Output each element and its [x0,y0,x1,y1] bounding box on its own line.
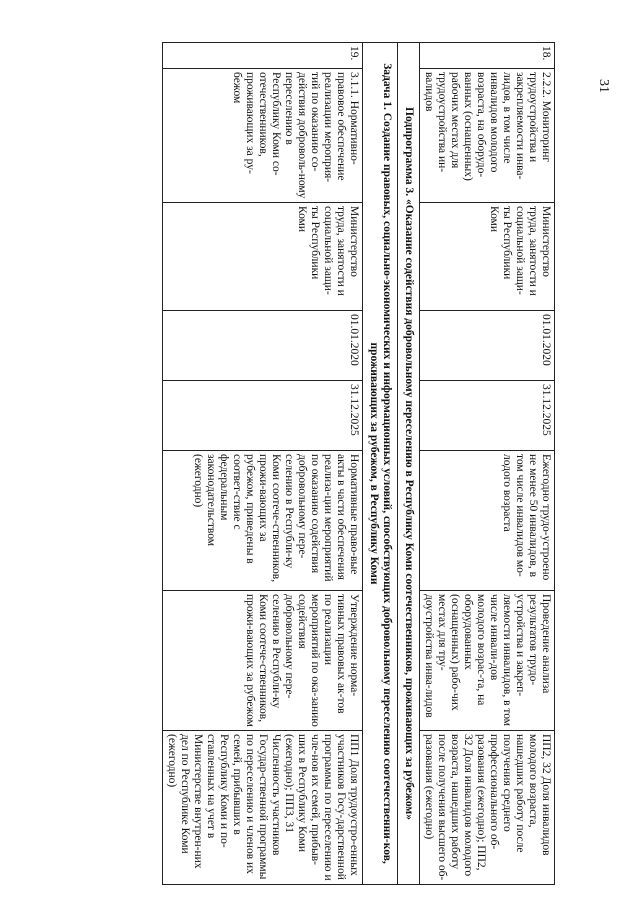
indicators: ПП2, 32 Доля инвалидов молодого возраста, нашедших работу после получения среднего профессионального об-разования (ежегодно); ПП2, 32 Доля инвалидов молодого возраста, нашедших работу после получения высшего об-разования (ежегодно) [420,731,555,885]
measure-name: 3.1.1. Нормативно-правовое обеспечение реализации мероприя-тий по оказанию со-действия доброволь-ному переселению в Республику Коми со-отечественников, проживающих за ру-бежом [163,69,363,203]
page-number: 31 [596,79,611,93]
table-row [163,43,363,885]
executor: Министерство труда, занятости и социальной защи-ты Республики Коми [420,203,555,311]
subprogram-row [398,43,420,885]
task-header: Задача 1. Создание правовых, социально-экономических и информационных условий, способствующих добровольному переселению соотечественни-ков, проживающих за рубежом, в Республику Коми [363,43,398,885]
task-row [363,43,398,885]
end-date: 31.12.2025 [163,381,363,451]
indicators: ПП1 Доля трудоустро-енных участников Госу-дарственной программы по переселению и чле-нов их семей, прибыв-ших в Республику Коми (ежегодно); ПП3, 31 Численность участников Государ-ственной программы по переселению и членов их семей, прибывших в Республику Коми и по-ставленных на учет в Министерстве внутрен-них дел по Республике Коми (ежегодно) [163,731,363,885]
row-number: 18. [420,43,555,69]
control-event: Проведение анализа результатов трудо-устройства и закреп-ляемости инвалидов, в том числе инвали-дов молодого возрас-та, на оборудованных (оснащенных) рабо-чих местах для тру-доустройства инва-лидов [420,591,555,731]
end-date: 31.12.2025 [420,381,555,451]
program-table [162,42,555,885]
start-date: 01.01.2020 [163,311,363,381]
expected-result: Ежегодно трудо-устроено не менее 50 инвалидов, в том числе инвалидов мо-лодого возраста [420,451,555,591]
measure-name: 2.2.2. Мониторинг трудоустройства и закрепляемости инва-лидов, в том числе инвалидов молодого возраста, на оборудо-ванных (оснащенных) рабочих местах для трудоустройства ин-валидов [420,69,555,203]
row-number: 19. [163,43,363,69]
expected-result: Нормативные право-вые акты в части обеспечения реализа-ции мероприятий по оказанию содействия добровольному пере-селению в Республи-ку Коми соотече-ственников, прожи-вающих за рубежом, приведены в соответ-ствие с федеральным законодательством (ежегодно) [163,451,363,591]
subprogram-header: Подпрограмма 3. «Оказание содействия добровольному переселению в Республику Коми соотечественников, проживающих за рубежом» [398,43,420,885]
table-row [420,43,555,885]
start-date: 01.01.2020 [420,311,555,381]
control-event: Утверждение норма-тивных правовых ак-тов по реализации мероприятий по ока-занию содействия добровольному пере-селению в Республи-ку Коми соотече-ственников, прожи-вающих за рубежом [163,591,363,731]
executor: Министерство труда, занятости и социальной защи-ты Республики Коми [163,203,363,311]
